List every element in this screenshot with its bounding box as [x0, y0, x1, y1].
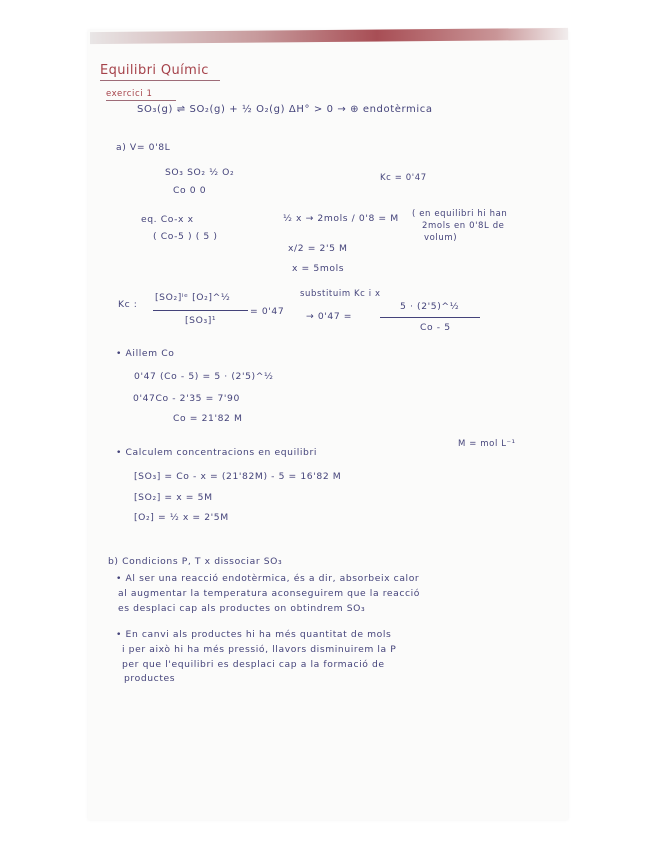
bullet-2-line-3: per que l'equilibri es desplaci cap a la formació de	[122, 659, 385, 670]
reaction-equation: SO₃(g) ⇌ SO₂(g) + ½ O₂(g) ΔH° > 0 → ⊕ endotèrmica	[137, 104, 433, 115]
bullet-2-line-4: productes	[124, 673, 176, 684]
page-title: Equilibri Químic	[100, 63, 209, 78]
concentration-so2: [SO₂] = x = 5M	[134, 492, 213, 503]
bullet-1-line-1: • Al ser una reacció endotèrmica, és a dir, absorbeix calor	[116, 573, 420, 584]
solve-step-3: Co = 21'82 M	[173, 413, 243, 424]
species-row: SO₃ SO₂ ½ O₂	[165, 167, 235, 178]
kc-expression-prefix: Kc :	[118, 299, 138, 310]
solve-label: • Aillem Co	[116, 348, 175, 359]
substitute-numerator: 5 · (2'5)^½	[400, 301, 460, 312]
substitute-fraction-bar	[380, 317, 480, 318]
bullet-2-line-1: • En canvi als productes hi ha més quantitat de mols	[116, 629, 392, 640]
bullet-2-line-2: i per això hi ha més pressió, llavors disminuirem la P	[122, 644, 397, 655]
solve-step-1: 0'47 (Co - 5) = 5 · (2'5)^½	[134, 371, 274, 382]
concentrations-label: • Calculem concentracions en equilibri	[116, 447, 317, 458]
calc-note-2: 2mols en 0'8L de	[422, 221, 505, 231]
exercise-subtitle: exercici 1	[106, 89, 153, 99]
calc-half-x: ½ x → 2mols / 0'8 = M	[283, 213, 399, 224]
initial-row: Co 0 0	[173, 185, 207, 196]
kc-expression-numerator: [SO₂]ⁱᵉ [O₂]^½	[155, 292, 231, 303]
title-underline	[100, 80, 220, 81]
substitute-denominator: Co - 5	[420, 322, 451, 333]
calc-x-half: x/2 = 2'5 M	[288, 243, 348, 254]
bullet-1-line-2: al augmentar la temperatura aconseguirem que la reacció	[118, 588, 421, 599]
concentration-o2: [O₂] = ½ x = 2'5M	[134, 512, 229, 523]
subtitle-underline	[106, 100, 176, 101]
unit-note: M = mol L⁻¹	[458, 439, 516, 449]
substitute-label: substituim Kc i x	[300, 289, 381, 299]
substitute-prefix: → 0'47 =	[306, 311, 353, 322]
solve-step-2: 0'47Co - 2'35 = 7'90	[133, 393, 240, 404]
kc-expression-denominator: [SO₃]¹	[185, 315, 217, 326]
calc-note-3: volum)	[424, 233, 458, 243]
calc-x-value: x = 5mols	[292, 263, 345, 274]
concentration-so3: [SO₃] = Co - x = (21'82M) - 5 = 16'82 M	[134, 471, 342, 482]
kc-fraction-bar	[153, 310, 248, 311]
equilibrium-row-1: eq. Co-x x	[141, 214, 194, 225]
bullet-1-line-3: es desplaci cap als productes on obtindrem SO₃	[118, 603, 366, 614]
equilibrium-row-2: ( Co-5 ) ( 5 )	[153, 231, 218, 242]
part-b-label: b) Condicions P, T x dissociar SO₃	[108, 556, 283, 567]
calc-note-1: ( en equilibri hi han	[412, 209, 508, 219]
kc-expression-value: = 0'47	[250, 306, 285, 317]
part-a-label: a) V= 0'8L	[116, 142, 171, 153]
kc-value: Kc = 0'47	[380, 173, 427, 183]
